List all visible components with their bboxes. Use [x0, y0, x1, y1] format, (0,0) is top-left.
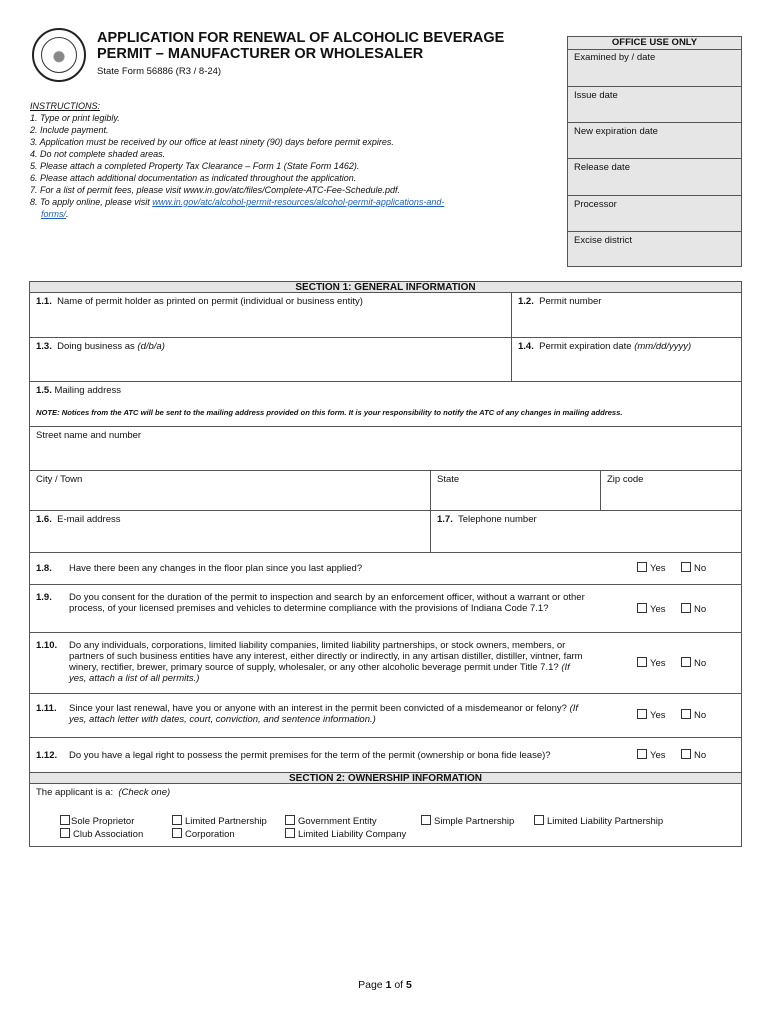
instruction-item: 6. Please attach additional documentation as indicated throughout the application.	[30, 173, 357, 183]
checkbox-icon	[421, 815, 431, 825]
instruction-item-online: 8. To apply online, please visit www.in.gov/atc/alcohol-permit-resources/alcohol-permit-applications-and-	[30, 197, 445, 207]
checkbox-icon	[172, 828, 182, 838]
checkbox-icon	[637, 709, 647, 719]
release-date-field: Release date	[568, 158, 741, 195]
zip-field[interactable]: Zip code	[600, 470, 742, 511]
telephone-field[interactable]: 1.7. Telephone number	[430, 510, 742, 553]
permit-number-field[interactable]: 1.2. Permit number	[511, 292, 742, 338]
form-number: State Form 56886 (R3 / 8-24)	[97, 66, 222, 77]
examined-by-field: Examined by / date	[574, 52, 656, 63]
dba-field[interactable]: 1.3. Doing business as (d/b/a)	[29, 337, 512, 382]
checkbox-icon	[681, 709, 691, 719]
checkbox-icon	[285, 815, 295, 825]
instruction-item: 7. For a list of permit fees, please visit www.in.gov/atc/files/Complete-ATC-Fee-Schedule.pdf.	[30, 185, 400, 195]
new-expiration-date-field: New expiration date	[568, 122, 741, 158]
page-number: Page 1 of 5	[358, 979, 412, 991]
option-corporation[interactable]: Corporation	[172, 828, 235, 840]
ownership-prompt: The applicant is a: (Check one)	[36, 787, 171, 798]
question-1-9-no[interactable]: No	[681, 603, 706, 615]
title-line-1: APPLICATION FOR RENEWAL OF ALCOHOLIC BEVERAGE	[97, 30, 505, 46]
street-field[interactable]: Street name and number	[29, 426, 742, 471]
checkbox-icon	[681, 603, 691, 613]
question-1-11-row: 1.11. Since your last renewal, have you or anyone with an interest in the permit been convicted of a misdemeanor or felony? (If yes, attach letter with dates, court, conviction, and sentence information.) Yes No	[29, 693, 742, 738]
mailing-address-note: NOTE: Notices from the ATC will be sent to the mailing address provided on this form. It is your responsibility to notify the ATC of any changes in mailing address.	[36, 408, 623, 417]
question-1-8-row: 1.8. Have there been any changes in the floor plan since you last applied? Yes No	[29, 552, 742, 585]
checkbox-icon	[285, 828, 295, 838]
question-1-9-yes[interactable]: Yes	[637, 603, 666, 615]
instructions: INSTRUCTIONS: 1. Type or print legibly. 2. Include payment. 3. Application must be received by our office at least ninety (90) days before permit expires. 4. Do not complete shaded areas. 5. Please attach a completed Property Tax Clearance – Form 1 (State Form 1462). 6. Please attach additional documentation as indicated throughout the application. 7. For a list of permit fees, please visit www.in.gov/atc/files/Complete-ATC-Fee-Schedule.pdf. 8. To apply online, please visit www.in.gov/atc/alcohol-permit-resources/alcohol-permit-applications-and- forms/.	[30, 100, 530, 220]
question-1-10-row: 1.10. Do any individuals, corporations, limited liability companies, limited liability partnerships, or stock owners, members, or partners of such business entities have any interest, either directly or indirectly, in any artisan distiller, distiller, vintner, farm winery, rectifier, brewer, primary source of supply, wholesaler, or any other alcoholic beverage permit under Title 7.1? (If yes, attach a list of all permits.) Yes No	[29, 632, 742, 694]
checkbox-icon	[534, 815, 544, 825]
checkbox-icon	[637, 562, 647, 572]
instruction-item: 4. Do not complete shaded areas.	[30, 149, 166, 159]
form-title	[97, 30, 537, 62]
excise-district-field: Excise district	[568, 231, 741, 266]
checkbox-icon	[681, 749, 691, 759]
section-1-heading: SECTION 1: GENERAL INFORMATION	[29, 281, 742, 293]
checkbox-icon	[681, 562, 691, 572]
state-seal	[32, 28, 86, 82]
question-1-10-yes[interactable]: Yes	[637, 657, 666, 669]
option-government-entity[interactable]: Government Entity	[285, 815, 377, 827]
office-use-heading: OFFICE USE ONLY	[568, 37, 741, 50]
option-simple-partnership[interactable]: Simple Partnership	[421, 815, 514, 827]
permit-holder-name-field[interactable]: 1.1. Name of permit holder as printed on permit (individual or business entity)	[29, 292, 512, 338]
question-1-9-row: 1.9. Do you consent for the duration of the permit to inspection and search by an enforcement officer, without a warrant or other process, of your licensed premises and vehicles to determine compliance with the provisions of Indiana Code 7.1? Yes No	[29, 584, 742, 633]
checkbox-icon	[60, 815, 70, 825]
checkbox-icon	[637, 749, 647, 759]
checkbox-icon	[172, 815, 182, 825]
checkbox-icon	[60, 828, 70, 838]
state-field[interactable]: State	[430, 470, 601, 511]
option-limited-liability-company[interactable]: Limited Liability Company	[285, 828, 406, 840]
instruction-item: 3. Application must be received by our office at least ninety (90) days before permit expires.	[30, 137, 394, 147]
option-limited-partnership[interactable]: Limited Partnership	[172, 815, 267, 827]
question-1-11-yes[interactable]: Yes	[637, 709, 666, 721]
question-1-10-no[interactable]: No	[681, 657, 706, 669]
question-1-12-row: 1.12. Do you have a legal right to possess the permit premises for the term of the permit (ownership or bona fide lease)? Yes No	[29, 737, 742, 773]
checkbox-icon	[637, 603, 647, 613]
instructions-heading: INSTRUCTIONS:	[30, 101, 101, 111]
permit-expiration-date-field[interactable]: 1.4. Permit expiration date (mm/dd/yyyy)	[511, 337, 742, 382]
processor-field: Processor	[568, 195, 741, 231]
checkbox-icon	[637, 657, 647, 667]
option-club-association[interactable]: Club Association	[60, 828, 143, 840]
checkbox-icon	[681, 657, 691, 667]
seal-emblem-icon	[41, 37, 77, 73]
instruction-item: 2. Include payment.	[30, 125, 109, 135]
question-1-11-no[interactable]: No	[681, 709, 706, 721]
option-limited-liability-partnership[interactable]: Limited Liability Partnership	[534, 815, 663, 827]
online-applications-link[interactable]: www.in.gov/atc/alcohol-permit-resources/alcohol-permit-applications-and-	[152, 197, 445, 207]
city-field[interactable]: City / Town	[29, 470, 431, 511]
email-field[interactable]: 1.6. E-mail address	[29, 510, 431, 553]
question-1-8-yes[interactable]: Yes	[637, 562, 666, 574]
option-sole-proprietor[interactable]: Sole Proprietor	[60, 815, 134, 827]
issue-date-field: Issue date	[568, 86, 741, 122]
title-line-2: PERMIT – MANUFACTURER OR WHOLESALER	[97, 46, 424, 62]
question-1-12-no[interactable]: No	[681, 749, 706, 761]
instruction-item: 1. Type or print legibly.	[30, 113, 120, 123]
online-applications-link-cont[interactable]: forms/	[41, 209, 67, 219]
office-use-box	[567, 36, 742, 267]
instruction-item: 5. Please attach a completed Property Tax Clearance – Form 1 (State Form 1462).	[30, 161, 360, 171]
mailing-address-block: 1.5. Mailing address NOTE: Notices from the ATC will be sent to the mailing address provided on this form. It is your responsibility to notify the ATC of any changes in mailing address.	[29, 381, 742, 427]
section-2-heading: SECTION 2: OWNERSHIP INFORMATION	[29, 772, 742, 784]
question-1-8-no[interactable]: No	[681, 562, 706, 574]
question-1-12-yes[interactable]: Yes	[637, 749, 666, 761]
